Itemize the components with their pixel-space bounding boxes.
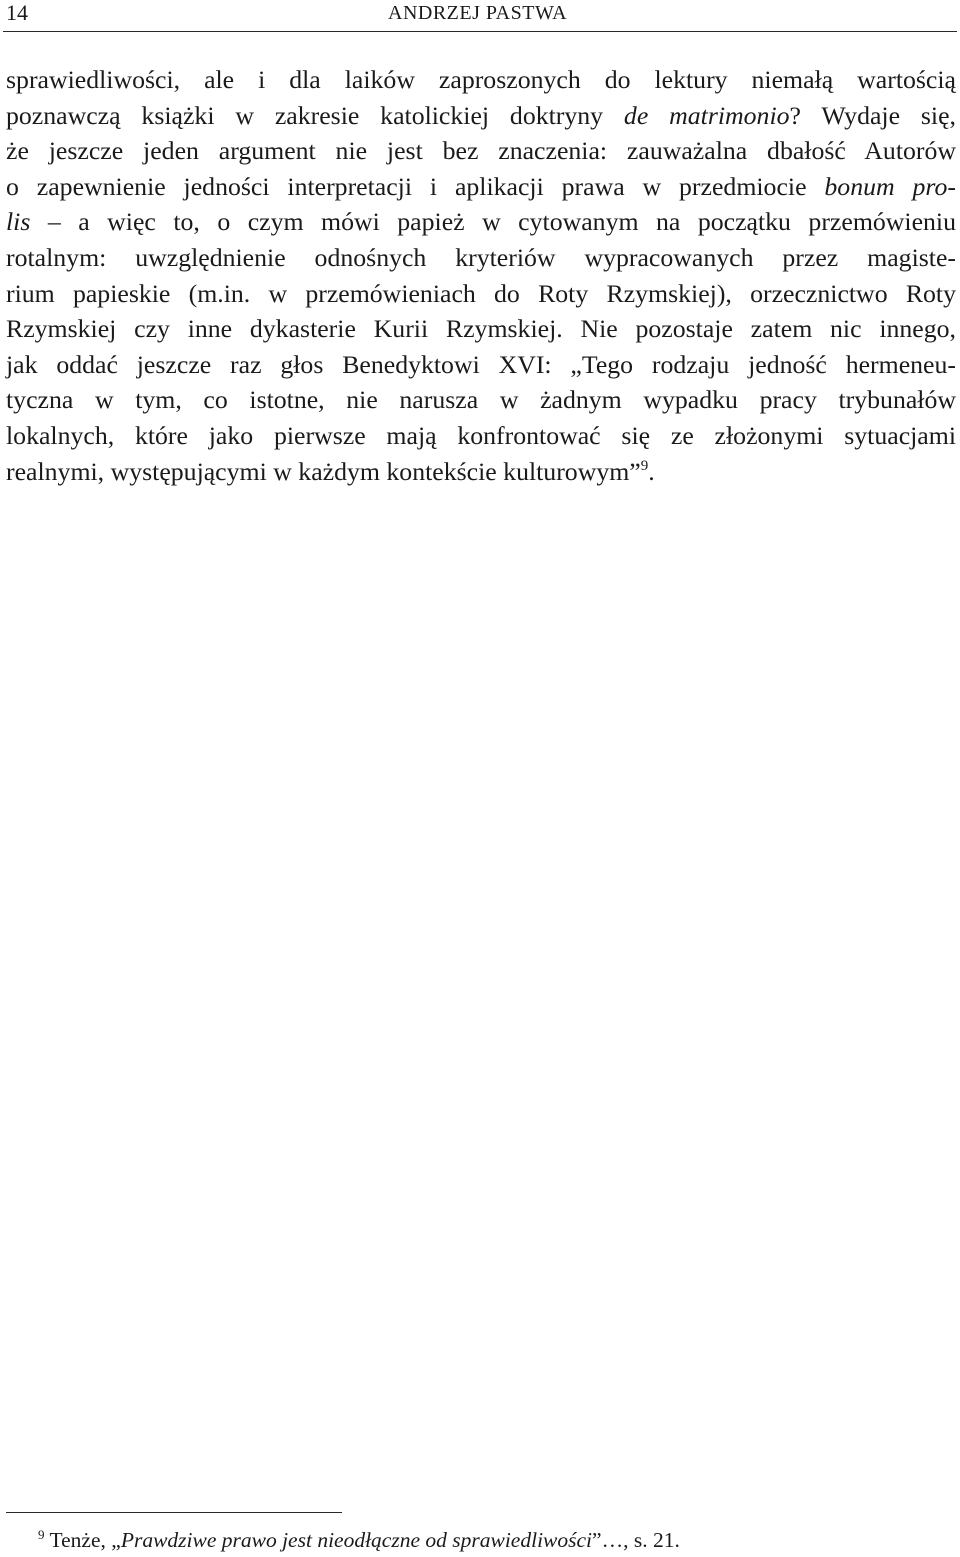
- text-line: [6, 169, 956, 205]
- footnote-text: Tenże, „: [49, 1528, 121, 1552]
- text-run: ? Wydaje się,: [789, 100, 956, 130]
- text-run: tyczna w tym, co istotne, nie narusza w żadnym wypadku pracy trybunałów: [6, 385, 956, 415]
- text-run: jak oddać jeszcze raz głos Benedyktowi XVI: „Tego rodzaju jedność hermeneu-: [6, 349, 956, 379]
- text-line: [6, 418, 956, 454]
- italic-text: bonum pro-: [824, 171, 956, 201]
- footnote-text: ”…, s. 21.: [592, 1528, 680, 1552]
- footnote-rule: [6, 1512, 342, 1513]
- text-run: .: [648, 456, 655, 486]
- text-run: realnymi, występującymi w każdym kontekście kulturowym”: [6, 456, 641, 486]
- running-head: ANDRZEJ PASTWA: [388, 2, 568, 24]
- text-line: [6, 276, 956, 312]
- text-line: [6, 347, 956, 383]
- text-run: lokalnych, które jako pierwsze mają konfrontować się ze złożonymi sytuacjami: [6, 420, 956, 450]
- text-run: sprawiedliwości, ale i dla laików zaproszonych do lektury niemałą wartością: [6, 65, 956, 94]
- text-run: rotalnym: uwzględnienie odnośnych kryteriów wypracowanych przez magiste-: [6, 242, 956, 272]
- footnote: [38, 1526, 680, 1557]
- page-number: 14: [6, 0, 28, 25]
- text-run: – a więc to, o czym mówi papież w cytowanym na początku przemówieniu: [30, 207, 956, 237]
- text-line: [6, 382, 956, 418]
- text-line: [6, 311, 956, 347]
- text-run: że jeszcze jeden argument nie jest bez znaczenia: zauważalna dbałość Autorów: [6, 136, 956, 166]
- header-rule: [3, 31, 957, 32]
- text-line: [6, 204, 956, 240]
- text-line: [6, 98, 956, 134]
- text-line: [6, 133, 956, 169]
- italic-text: lis: [6, 207, 31, 237]
- text-line: [6, 62, 956, 98]
- footnote-reference: 9: [640, 457, 649, 474]
- text-run: Rzymskiej czy inne dykasterie Kurii Rzymskiej. Nie pozostaje zatem nic innego,: [6, 314, 956, 344]
- footnote-title: Prawdziwe prawo jest nieodłączne od sprawiedliwości: [120, 1528, 593, 1552]
- italic-text: de matrimonio: [623, 100, 790, 130]
- text-line: [6, 240, 956, 276]
- footnote-marker: 9: [38, 1527, 45, 1542]
- text-run: o zapewnienie jedności interpretacji i aplikacji prawa w przedmiocie: [6, 171, 825, 201]
- text-run: poznawczą książki w zakresie katolickiej doktryny: [6, 100, 624, 130]
- text-run: rium papieskie (m.in. w przemówieniach do Roty Rzymskiej), orzecznictwo Roty: [6, 278, 956, 308]
- body-paragraph: [6, 62, 956, 494]
- text-line: [6, 454, 956, 495]
